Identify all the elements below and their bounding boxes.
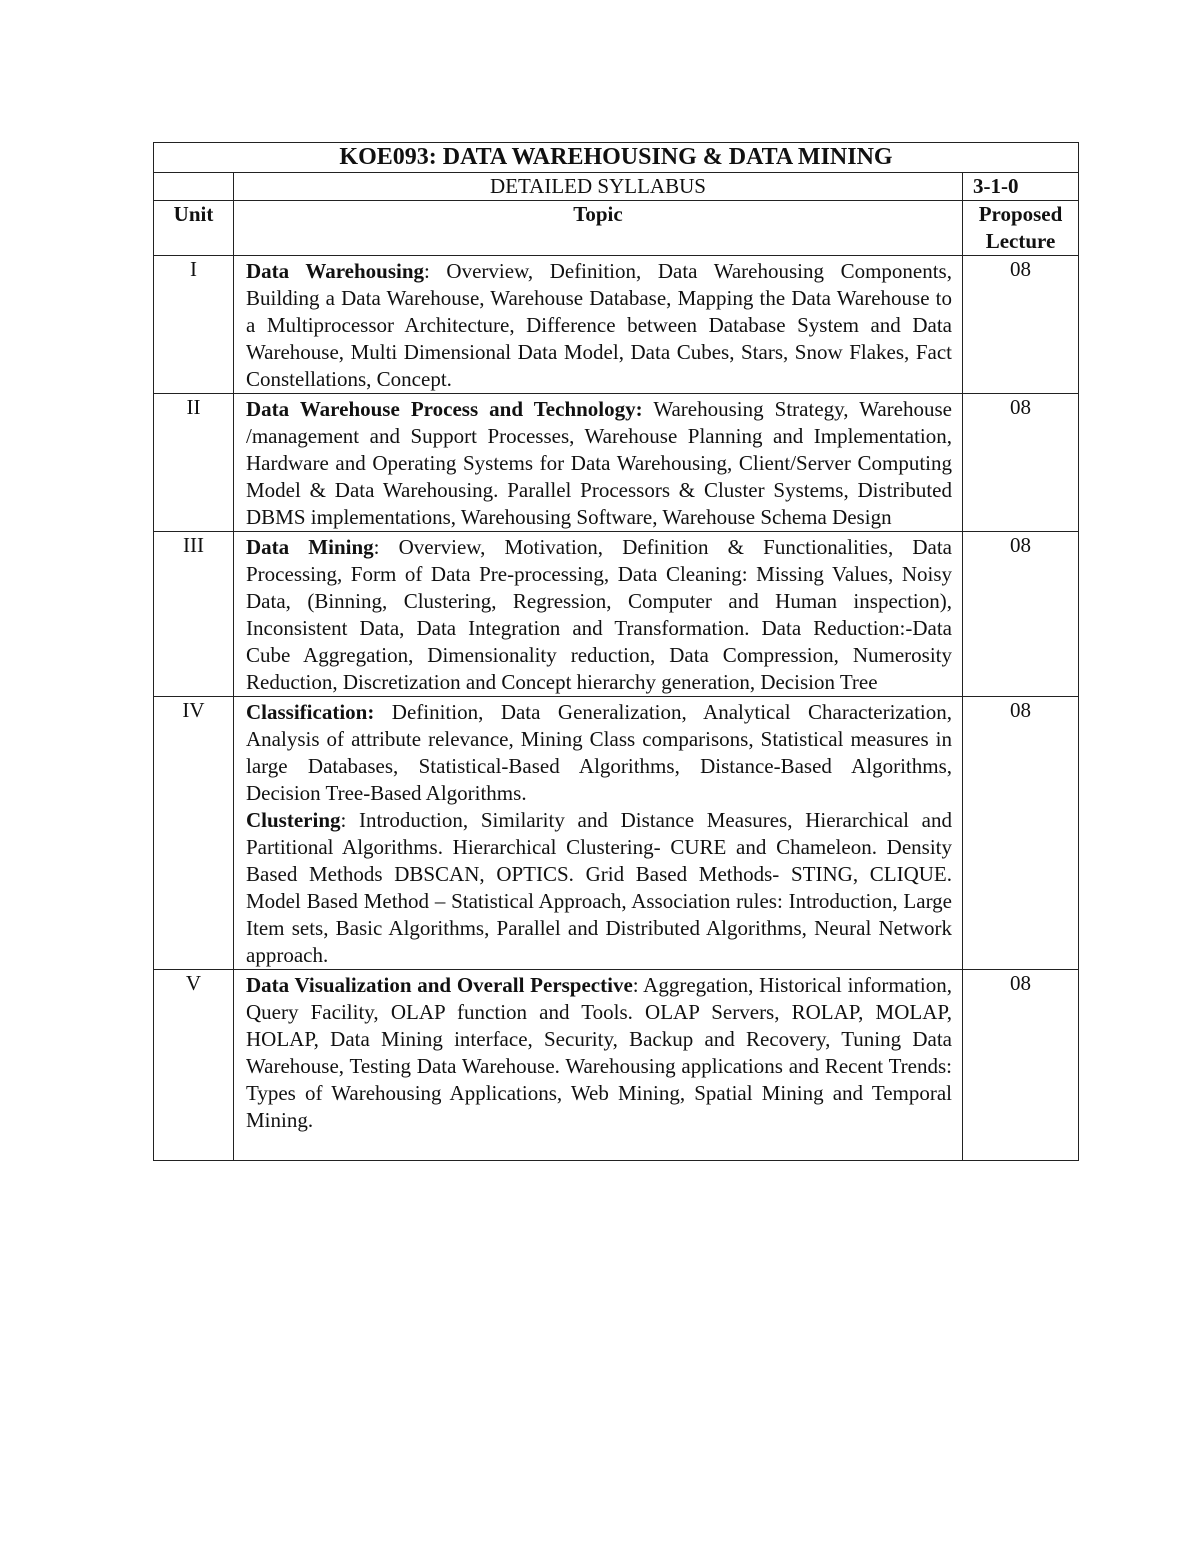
topic-heading: Classification: — [246, 700, 375, 724]
blank-cell — [154, 173, 234, 201]
unit-topic — [234, 970, 963, 1161]
table-row — [154, 394, 1079, 532]
unit-numeral: IV — [154, 697, 234, 970]
subtitle-row — [154, 173, 1079, 201]
topic-paragraph — [246, 699, 952, 807]
unit-topic — [234, 394, 963, 532]
topic-text: Definition, Data Generalization, Analytical Characterization, Analysis of attribute relevance, Mining Class comparisons, Statistical measures in large Databases, Statistical-Based Algorithms, Distance-Based Algorithms, Decision Tree-Based Algorithms. — [246, 700, 952, 805]
syllabus-subtitle: DETAILED SYLLABUS — [234, 173, 963, 201]
lecture-count: 08 — [963, 970, 1079, 1161]
table-row — [154, 970, 1079, 1161]
lecture-count: 08 — [963, 697, 1079, 970]
unit-numeral: II — [154, 394, 234, 532]
topic-text: Warehousing Strategy, Warehouse /management and Support Processes, Warehouse Planning and Implementation, Hardware and Operating Systems for Data Warehousing, Client/Server Computing Model & Data Warehousing. Parallel Processors & Cluster Systems, Distributed DBMS implementations, Warehousing Software, Warehouse Schema Design — [246, 397, 952, 529]
unit-topic — [234, 532, 963, 697]
topic-paragraph — [246, 258, 952, 393]
topic-header: Topic — [234, 201, 963, 256]
topic-heading: Data Warehouse Process and Technology: — [246, 397, 643, 421]
topic-text: : Overview, Motivation, Definition & Functionalities, Data Processing, Form of Data Pre-processing, Data Cleaning: Missing Values, Noisy Data, (Binning, Clustering, Regression, Computer and Human inspection), Inconsistent Data, Data Integration and Transformation. Data Reduction:-Data Cube Aggregation, Dimensionality reduction, Data Compression, Numerosity Reduction, Discretization and Concept hierarchy generation, Decision Tree — [246, 535, 952, 694]
lecture-header: Proposed Lecture — [963, 201, 1079, 256]
topic-paragraph — [246, 807, 952, 969]
topic-heading: Data Mining — [246, 535, 374, 559]
topic-paragraph — [246, 396, 952, 531]
lecture-count: 08 — [963, 532, 1079, 697]
unit-numeral: I — [154, 256, 234, 394]
course-title: KOE093: DATA WAREHOUSING & DATA MINING — [154, 143, 1079, 173]
title-row — [154, 143, 1079, 173]
header-row — [154, 201, 1079, 256]
topic-heading: Data Visualization and Overall Perspective — [246, 973, 633, 997]
unit-header: Unit — [154, 201, 234, 256]
topic-paragraph — [246, 972, 952, 1134]
topic-text: : Overview, Definition, Data Warehousing Components, Building a Data Warehouse, Warehouse Database, Mapping the Data Warehouse to a Multiprocessor Architecture, Difference between Database System and Data Warehouse, Multi Dimensional Data Model, Data Cubes, Stars, Snow Flakes, Fact Constellations, Concept. — [246, 259, 952, 391]
unit-topic — [234, 697, 963, 970]
table-row — [154, 532, 1079, 697]
credits-value: 3-1-0 — [963, 173, 1079, 201]
table-row — [154, 256, 1079, 394]
topic-text: : Introduction, Similarity and Distance Measures, Hierarchical and Partitional Algorithms. Hierarchical Clustering- CURE and Chameleon. Density Based Methods DBSCAN, OPTICS. Grid Based Methods- STING, CLIQUE. Model Based Method – Statistical Approach, Association rules: Introduction, Large Item sets, Basic Algorithms, Parallel and Distributed Algorithms, Neural Network approach. — [246, 808, 952, 967]
unit-numeral: III — [154, 532, 234, 697]
table-row — [154, 697, 1079, 970]
lecture-count: 08 — [963, 256, 1079, 394]
topic-heading: Clustering — [246, 808, 341, 832]
topic-heading: Data Warehousing — [246, 259, 425, 283]
topic-paragraph — [246, 534, 952, 696]
lecture-count: 08 — [963, 394, 1079, 532]
topic-text: : Aggregation, Historical information, Query Facility, OLAP function and Tools. OLAP Servers, ROLAP, MOLAP, HOLAP, Data Mining interface, Security, Backup and Recovery, Tuning Data Warehouse, Testing Data Warehouse. Warehousing applications and Recent Trends: Types of Warehousing Applications, Web Mining, Spatial Mining and Temporal Mining. — [246, 973, 952, 1132]
unit-topic — [234, 256, 963, 394]
unit-numeral: V — [154, 970, 234, 1161]
syllabus-table — [153, 142, 1079, 1161]
